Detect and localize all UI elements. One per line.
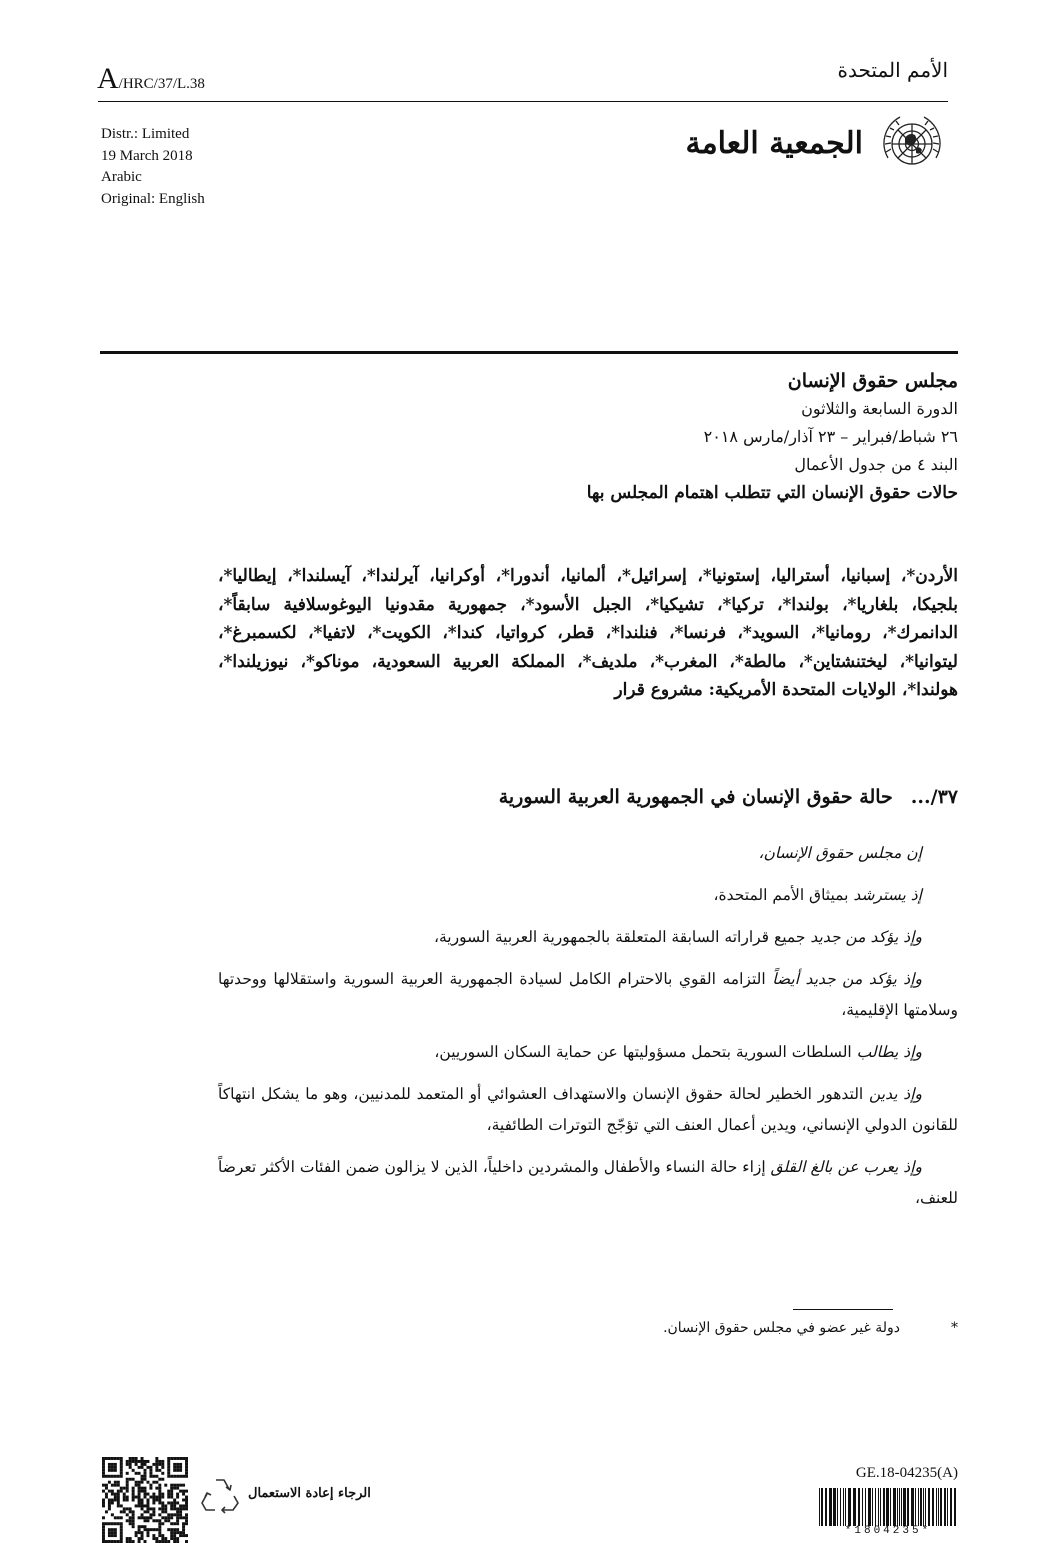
qr-code-icon [102,1457,188,1543]
preamble-paragraph [218,1037,958,1068]
council-name: مجلس حقوق الإنسان [787,370,958,392]
distribution-info [101,124,205,210]
barcode-icon [818,1488,958,1526]
paragraph-lead: وإذ يعرب عن بالغ القلق [770,1158,922,1176]
paragraph-lead: وإذ يطالب [856,1043,922,1061]
document-symbol [97,62,205,96]
session-name: الدورة السابعة والثلاثون [801,399,958,418]
preamble-paragraph [218,964,958,1026]
header-divider [98,101,948,102]
agenda-item: البند ٤ من جدول الأعمال [794,455,958,474]
distribution-language: Arabic [101,169,142,185]
united-nations-name: الأمم المتحدة [837,58,948,82]
paragraph-text: بميثاق الأمم المتحدة، [713,886,854,904]
resolution-body [218,838,958,1225]
sponsors-list: الأردن*، إسبانيا، أستراليا، إستونيا*، إسرائيل*، ألمانيا، أندورا*، أوكرانيا، آيرلندا*، آيسلندا*، إيطاليا*، بلجيكا، بلغاريا*، بولندا*، تركيا*، تشيكيا*، الجبل الأسود*، جمهورية مقدونيا اليوغوسلافية سابقاً*، الدانمرك*، رومانيا*، السويد*، فرنسا*، فنلندا*، قطر، كرواتيا، كندا*، الكويت*، لاتفيا*، لكسمبرغ*، ليتوانيا*، ليختنشتاين*، مالطة*، المغرب*، ملديف*، المملكة العربية السعودية، موناكو*، نيوزيلندا*، هولندا*، الولايات المتحدة الأمريكية: مشروع قرار [218,566,958,700]
document-symbol-code: /HRC/37/L.38 [118,76,205,92]
general-assembly-title: الجمعية العامة [685,126,863,161]
paragraph-text: السلطات السورية بتحمل مسؤوليتها عن حماية السكان السوريين، [434,1043,857,1061]
section-divider [100,351,958,354]
footnote-divider [793,1309,893,1310]
paragraph-lead: وإذ يؤكد من جديد أيضاً [772,970,923,988]
paragraph-lead: وإذ يدين [869,1085,923,1103]
paragraph-text: إزاء حالة النساء والأطفال والمشردين داخلياً، الذين لا يزالون ضمن الفئات الأكثر تعرضاً للعنف، [218,1158,958,1207]
paragraph-lead: إن مجلس حقوق الإنسان، [758,844,922,862]
footnote-mark: * [951,1320,958,1336]
paragraph-lead: إذ يسترشد [853,886,922,904]
footnote-text: دولة غير عضو في مجلس حقوق الإنسان. [663,1320,900,1336]
resolution-heading [218,786,958,808]
distribution-date: 19 March 2018 [101,147,193,164]
paragraph-text: التدهور الخطير لحالة حقوق الإنسان والاستهداف العشوائي أو المتعمد للمدنيين، وهو ما يشكل انتهاكاً للقانون الدولي الإنساني، ويدين أعمال العنف التي تؤجّج التوترات الطائفية، [218,1085,958,1134]
barcode-number: *1804235* [844,1525,932,1537]
document-symbol-letter: A [97,62,119,95]
resolution-title: حالة حقوق الإنسان في الجمهورية العربية السورية [498,786,893,808]
paragraph-lead: وإذ يؤكد من جديد [810,928,922,946]
distribution-line: Distr.: Limited [101,126,190,142]
distribution-original: Original: English [101,190,205,207]
recycle-icon [199,1474,241,1516]
agenda-title: حالات حقوق الإنسان التي تتطلب اهتمام المجلس بها [586,483,958,503]
preamble-paragraph [218,1079,958,1141]
meeting-info [258,367,958,507]
session-dates: ٢٦ شباط/فبراير – ٢٣ آذار/مارس ٢٠١٨ [703,427,958,446]
preamble-paragraph [218,1152,958,1214]
paragraph-text: جميع قراراته السابقة المتعلقة بالجمهورية العربية السورية، [433,928,811,946]
recycle-text: الرجاء إعادة الاستعمال [248,1486,371,1501]
preamble-paragraph [218,838,958,869]
preamble-paragraph [218,922,958,953]
paragraph-text: التزامه القوي بالاحترام الكامل لسيادة الجمهورية العربية السورية واستقلالها ووحدتها وسلامتها الإقليمية، [218,970,958,1019]
preamble-paragraph [218,880,958,911]
footnote [238,1320,958,1336]
resolution-number: ٣٧/... [910,786,958,808]
document-number: GE.18-04235(A) [855,1465,958,1481]
un-emblem-icon [876,108,948,180]
